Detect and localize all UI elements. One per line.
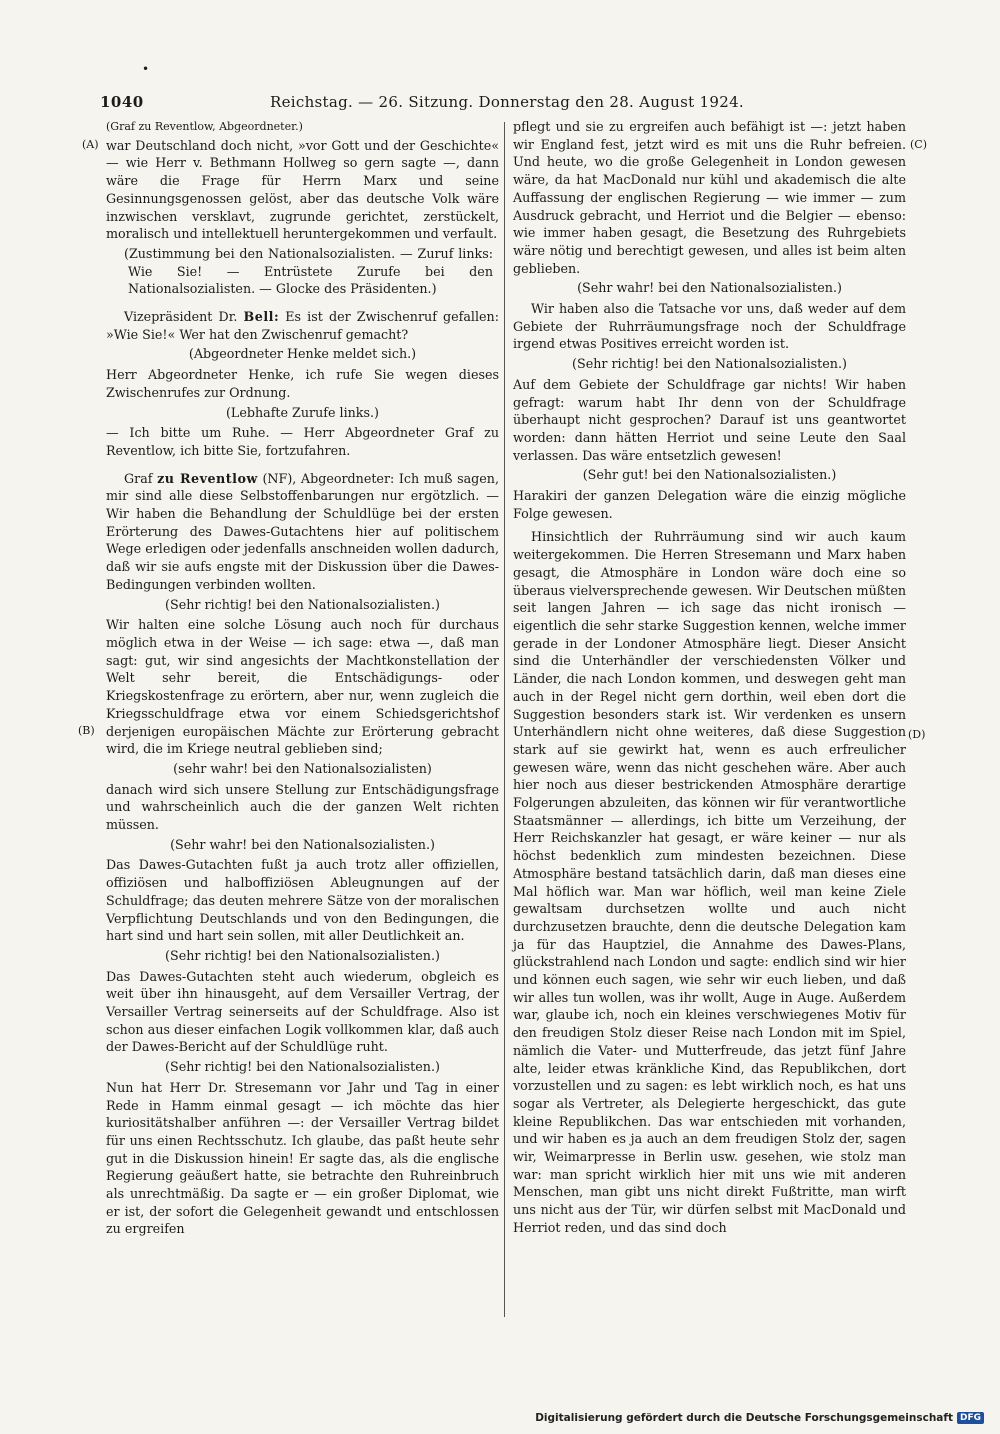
speaker-title: Vizepräsident Dr. bbox=[124, 309, 238, 325]
margin-marker-d: (D) bbox=[908, 728, 926, 741]
margin-marker-b: (B) bbox=[78, 724, 95, 737]
header-title: Reichstag. — 26. Sitzung. Donnerstag den 28. August 1924. bbox=[270, 93, 744, 111]
speech-text: Es ist der Zwischenruf gefallen: »Wie Sie!« Wer hat den Zwischenruf gemacht? bbox=[106, 309, 499, 342]
paragraph: Das Dawes-Gutachten steht auch wiederum, obgleich es weit über ihn hinausgeht, auf dem Versailler Vertrag, der Versailler Vertrag seinerseits auf der Schuldfrage. Also ist schon aus dieser einfachen Logik vollkommen klar, daß auch der Dawes-Bericht auf der Schuldlüge ruht. bbox=[106, 968, 499, 1055]
speck-mark: • bbox=[142, 62, 150, 76]
speaker-name: Bell: bbox=[243, 309, 280, 325]
speaker-name: zu Reventlow bbox=[157, 470, 258, 486]
speaker-title: Graf bbox=[124, 470, 153, 486]
reaction: (Sehr richtig! bei den Nationalsozialisten.) bbox=[165, 947, 440, 963]
reaction: (sehr wahr! bei den Nationalsozialisten) bbox=[173, 760, 432, 776]
reaction: (Sehr richtig! bei den Nationalsozialisten.) bbox=[572, 356, 847, 372]
paragraph: Wir halten eine solche Lösung auch noch für durchaus möglich etwa in der Weise — ich sage: etwa —, daß man sagt: gut, wir sind angesichts der Machtkonstellation der Welt sehr bereit, die Entschädigungs- oder Kriegskostenfrage zu erörtern, aber nur, wenn zugleich die Kriegsschuldfrage etwa vor einem Schiedsgerichtshof derjenigen europäischen Mächte zur Erörterung gebracht wird, die im Kriege neutral geblieben sind; bbox=[106, 617, 499, 757]
reaction: (Sehr richtig! bei den Nationalsozialisten.) bbox=[165, 596, 440, 612]
paragraph: pflegt und sie zu ergreifen auch befähigt ist —: jetzt haben wir England fest, jetzt wird es mit uns die Ruhr befreien. Und heute, wo die große Gelegenheit in London gewesen wäre, da hat MacDonald nur kühl und akademisch die alte Auffassung der englischen Regierung — wie immer — zum Ausdruck gebracht, und Herriot und die Belgier — ebenso: wie immer haben gesagt, die Besetzung des Ruhrgebiets wäre nötig und berechtigt gewesen, und alles ist beim alten geblieben. bbox=[513, 119, 906, 276]
paragraph: Nun hat Herr Dr. Stresemann vor Jahr und Tag in einer Rede in Hamm einmal gesagt — ich möchte das hier kuriositätshalber anführen —: der Versailler Vertrag bildet für uns einen Rechtsschutz. Ich glaube, das paßt heute sehr gut in die Diskussion hinein! Er sagte das, als die englische Regierung geäußert hatte, sie betrachte den Ruhreinbruch als unrechtmäßig. Da sagte er — ein großer Diplomat, wie er ist, der sofort die Gelegenheit gewandt und entschlossen zu ergreifen bbox=[106, 1079, 499, 1237]
dfg-logo: DFG bbox=[957, 1412, 984, 1424]
reaction: (Abgeordneter Henke meldet sich.) bbox=[188, 346, 417, 362]
margin-marker-c: (C) bbox=[910, 138, 927, 151]
column-divider bbox=[504, 122, 505, 1317]
speech-text: (NF), Abgeordneter: Ich muß sagen, mir sind alle diese Selbstoffenbarungen nur ergötzlich. — Wir haben die Behandlung der Schuldlüge bei der ersten Erörterung des Dawes-Gutachtens hier auf politischem Wege erledigen oder jedenfalls anschneiden wollen dadurch, daß wir sie aufs engste mit der Diskussion über die Dawes-Bedingungen verbinden wollten. bbox=[106, 470, 499, 592]
paragraph: Auf dem Gebiete der Schuldfrage gar nichts! Wir haben gefragt: warum habt Ihr denn von der Schuldfrage überhaupt nicht gesprochen? Darauf ist uns geantwortet worden: dann hätten Herriot und seine Leute den Saal verlassen. Das wäre entsetzlich gewesen! bbox=[513, 376, 906, 463]
paragraph: Das Dawes-Gutachten fußt ja auch trotz aller offiziellen, offiziösen und halboffiziösen Ableugnungen auf der Schuldfrage; das deuten mehrere Sätze von der moralischen Verpflichtung Deutschlands und von den Bedingungen, die hart sind und hart sein sollen, mit aller Deutlichkeit an. bbox=[106, 857, 499, 944]
left-column bbox=[106, 118, 499, 1238]
paragraph: Hinsichtlich der Ruhrräumung sind wir auch kaum weitergekommen. Die Herren Stresemann und Marx haben gesagt, die Atmosphäre in London wäre doch eine so überaus vielversprechende gewesen. Wir Deutschen müßten seit langen Jahren — ich sage das nicht ironisch — eigentlich die sehr starke Suggestion kennen, welche immer gerade in der Londoner Atmosphäre liegt. Dieser Ansicht sind die Unterhändler der verschiedensten Völker und Länder, die nach London kommen, und deswegen geht man auch in der Regel nicht gern dorthin, weil eben dort die Suggestion besonders stark ist. Wir verdenken es unsern Unterhändlern nicht ohne weiteres, daß diese Suggestion stark auf sie gewirkt hat, wenn es auch erfreulicher gewesen wäre, wenn das nicht geschehen wäre. Aber auch hier noch aus dieser bestrickenden Atmosphäre derartige Folgerungen abzuleiten, das können wir für verantwortliche Staatsmänner — allerdings, ich bitte um Verzeihung, der Herr Reichskanzler hat gesagt, er wäre keiner — nur als höchst bedenklich zum mindesten bezeichnen. Diese Atmosphäre bestand tatsächlich darin, daß man dieses eine Mal höflich war. Man war höflich, weil man keine Ziele gewaltsam durchsetzen wollte und auch nicht durchzusetzen brauchte, denn die deutsche Delegation kam ja für das Hauptziel, die Annahme des Dawes-Plans, glückstrahlend nach London und sagte: endlich sind wir hier und können euch sagen, wie sehr wir euch lieben, und daß wir alles tun wollen, was ihr wollt, Auge in Auge. Außerdem war, glaube ich, noch ein kleines verschwiegenes Motiv für den freudigen Stolz dieser Reise nach London mit im Spiel, nämlich die Vater- und Mutterfreude, das jetzt fünf Jahre alte, leider etwas kränkliche Kind, das Republikchen, dort vorzustellen und zu sagen: es lebt wirklich noch, es hat uns sogar als Vertreter, als Delegierte hergeschickt, das gute kleine Republikchen. Das war entschieden mit vorhanden, und wir haben es ja auch an dem freudigen Stolz der, sagen wir, Weimarpresse in Berlin usw. gesehen, wie stolz man war: man spricht wirklich hier mit uns wie mit anderen Menschen, man gibt uns nicht direkt Fußtritte, man wirft uns nicht aus der Tür, wir dürfen selbst mit MacDonald und Herriot reden, und das sind doch bbox=[513, 529, 906, 1235]
reaction: (Lebhafte Zurufe links.) bbox=[225, 404, 379, 420]
page-number: 1040 bbox=[100, 93, 144, 111]
paragraph: — Ich bitte um Ruhe. — Herr Abgeordneter Graf zu Reventlow, ich bitte Sie, fortzufahren. bbox=[106, 425, 499, 458]
reaction: (Sehr wahr! bei den Nationalsozialisten.) bbox=[577, 280, 842, 296]
reaction: (Sehr gut! bei den Nationalsozialisten.) bbox=[582, 467, 837, 483]
credit-text: Digitalisierung gefördert durch die Deutsche Forschungsgemeinschaft bbox=[535, 1412, 953, 1424]
digitization-credit bbox=[535, 1412, 984, 1424]
right-column bbox=[513, 118, 906, 1237]
paragraph: Harakiri der ganzen Delegation wäre die einzig mögliche Folge gewesen. bbox=[513, 488, 906, 521]
paragraph: war Deutschland doch nicht, »vor Gott und der Geschichte« — wie Herr v. Bethmann Hollweg so gern sagte —, dann wäre die Frage für Herrn Marx und seine Gesinnungsgenossen gelöst, aber das deutsche Volk wäre inzwischen versklavt, zugrunde gerichtet, zerstückelt, moralisch und intellektuell heruntergekommen und verfault. bbox=[106, 137, 499, 242]
speech-vizepraesident bbox=[106, 308, 499, 343]
paragraph: Wir haben also die Tatsache vor uns, daß weder auf dem Gebiete der Ruhrräumungsfrage noch der Schuldfrage irgend etwas Positives erreicht worden ist. bbox=[513, 301, 906, 352]
speech-reventlow bbox=[106, 470, 499, 594]
paragraph: Herr Abgeordneter Henke, ich rufe Sie wegen dieses Zwischenrufes zur Ordnung. bbox=[106, 367, 499, 400]
page-header bbox=[100, 91, 910, 113]
reaction: (Sehr wahr! bei den Nationalsozialisten.) bbox=[170, 836, 435, 852]
paragraph: danach wird sich unsere Stellung zur Entschädigungsfrage und wahrscheinlich auch die der ganzen Welt richten müssen. bbox=[106, 781, 499, 833]
margin-marker-a: (A) bbox=[82, 138, 99, 151]
speaker-line: (Graf zu Reventlow, Abgeordneter.) bbox=[106, 120, 303, 133]
reaction: (Sehr richtig! bei den Nationalsozialisten.) bbox=[165, 1059, 440, 1075]
reaction: (Zustimmung bei den Nationalsozialisten. — Zuruf links: Wie Sie! — Entrüstete Zurufe bei den Nationalsozialisten. — Glocke des Präsidenten.) bbox=[124, 245, 493, 297]
